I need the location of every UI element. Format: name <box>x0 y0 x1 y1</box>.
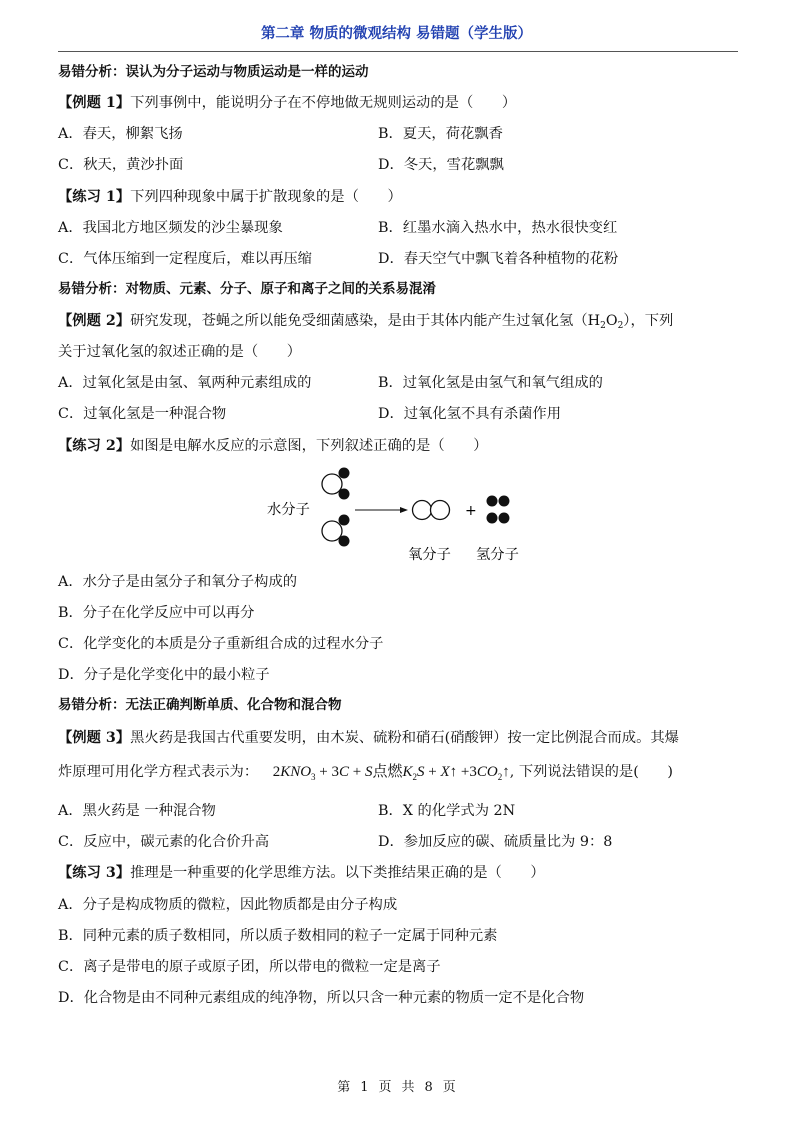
current-page-number: 1 <box>360 1080 369 1095</box>
section-2-title: 易错分析：对物质、元素、分子、原子和离子之间的关系易混淆 <box>58 281 436 297</box>
example-3-stem-line1 <box>58 731 679 745</box>
footer-ye-2: 页 <box>442 1080 456 1095</box>
example-2-option-a: A．过氧化氢是由氢、氧两种元素组成的 <box>58 375 312 391</box>
total-page-number: 8 <box>424 1080 433 1095</box>
o-subscript: 2 <box>617 321 624 331</box>
practice-2-option-d: D．分子是化学变化中的最小粒子 <box>58 667 270 683</box>
oxygen-molecule-label: 氧分子 <box>408 547 451 563</box>
plus-sign: + <box>465 503 477 519</box>
example-3-text: 黑火药是我国古代重要发明，由木炭、硫粉和硝石(硝酸钾）按一定比例混合而成。其爆 <box>130 730 679 746</box>
practice-3-option-b: B．同种元素的质子数相同，所以质子数相同的粒子一定属于同种元素 <box>58 928 498 944</box>
practice-1-question: 下列四种现象中属于扩散现象的是（ ） <box>130 189 402 205</box>
water-molecule-icon <box>322 515 350 547</box>
example-3-option-a: A．黑火药是 一种混合物 <box>58 803 216 819</box>
practice-2-option-a: A．水分子是由氢分子和氧分子构成的 <box>58 574 298 590</box>
page-footer <box>0 1076 793 1095</box>
footer-di: 第 <box>337 1080 351 1095</box>
example-1-stem <box>58 96 516 110</box>
example-3-tag: 【例题 3】 <box>58 730 131 746</box>
practice-2-option-c: C．化学变化的本质是分子重新组合成的过程水分子 <box>58 636 384 652</box>
example-2-tag: 【例题 2】 <box>58 313 131 329</box>
practice-1-stem <box>58 190 402 204</box>
practice-3-option-a: A．分子是构成物质的微粒，因此物质都是由分子构成 <box>58 897 398 913</box>
practice-1-option-a: A．我国北方地区频发的沙尘暴现象 <box>58 220 283 236</box>
example-1-question: 下列事例中，能说明分子在不停地做无规则运动的是（ ） <box>130 95 517 111</box>
practice-1-option-d: D．春天空气中飘飞着各种植物的花粉 <box>378 251 619 267</box>
section-1-title: 易错分析：误认为分子运动与物质运动是一样的运动 <box>58 64 369 80</box>
example-2-text-a: 研究发现，苍蝇之所以能免受细菌感染，是由于其体内能产生过氧化氢（H <box>130 313 601 329</box>
practice-3-question: 推理是一种重要的化学思维方法。以下类推结果正确的是（ ） <box>130 865 545 881</box>
example-1-option-b: B．夏天，荷花飘香 <box>378 126 503 142</box>
section-3-title: 易错分析：无法正确判断单质、化合物和混合物 <box>58 697 342 713</box>
example-1-option-a: A．春天，柳絮飞扬 <box>58 126 183 142</box>
example-3-equation-intro: 炸原理可用化学方程式表示为： <box>58 764 259 780</box>
example-1-option-c: C．秋天，黄沙扑面 <box>58 157 184 173</box>
header-divider <box>58 51 738 52</box>
example-2-text-b: ），下列 <box>623 313 674 329</box>
example-2-option-b: B．过氧化氢是由氢气和氧气组成的 <box>378 375 603 391</box>
hydrogen-molecule-label: 氢分子 <box>476 547 519 563</box>
practice-3-option-c: C．离子是带电的原子或原子团，所以带电的微粒一定是离子 <box>58 959 441 975</box>
water-molecule-icon <box>322 468 350 500</box>
example-1-tag: 【例题 1】 <box>58 95 131 111</box>
electrolysis-diagram <box>260 460 540 570</box>
example-3-option-d: D．参加反应的碳、硫质量比为 9：8 <box>378 834 613 850</box>
oxygen-molecule-icon <box>413 501 450 520</box>
example-2-option-c: C．过氧化氢是一种混合物 <box>58 406 227 422</box>
practice-2-question: 如图是电解水反应的示意图，下列叙述正确的是（ ） <box>130 438 488 454</box>
o-letter: O <box>605 313 618 329</box>
water-molecule-label: 水分子 <box>267 502 310 518</box>
practice-2-stem <box>58 439 488 453</box>
h-subscript: 2 <box>600 321 606 331</box>
example-3-option-b: B．X 的化学式为 2N <box>378 803 516 819</box>
practice-3-tag: 【练习 3】 <box>58 865 131 881</box>
practice-1-tag: 【练习 1】 <box>58 189 131 205</box>
example-3-question: , 下列说法错误的是( ) <box>509 764 673 780</box>
practice-3-stem <box>58 866 545 880</box>
chemical-equation: $2KNO_3 + 3C + S$点燃$K_2S$ + X↑ $+3CO_2↑$ <box>272 764 510 782</box>
example-3-option-c: C．反应中，碳元素的化合价升高 <box>58 834 270 850</box>
practice-1-option-c: C．气体压缩到一定程度后，难以再压缩 <box>58 251 312 267</box>
practice-2-tag: 【练习 2】 <box>58 438 131 454</box>
footer-ye: 页 <box>378 1080 392 1095</box>
example-2-stem-line2: 关于过氧化氢的叙述正确的是（ ） <box>58 344 302 360</box>
hydrogen-molecule-icon <box>487 496 510 524</box>
reaction-arrow-icon <box>355 507 408 513</box>
example-3-stem-line2 <box>58 765 673 782</box>
practice-2-option-b: B．分子在化学反应中可以再分 <box>58 605 255 621</box>
practice-3-option-d: D．化合物是由不同种元素组成的纯净物，所以只含一种元素的物质一定不是化合物 <box>58 990 585 1006</box>
page-title: 第二章 物质的微观结构 易错题（学生版） <box>260 26 533 42</box>
example-2-stem-line1 <box>58 314 673 331</box>
example-1-option-d: D．冬天，雪花飘飘 <box>378 157 504 173</box>
footer-gong: 共 <box>401 1080 415 1095</box>
example-2-option-d: D．过氧化氢不具有杀菌作用 <box>378 406 562 422</box>
practice-1-option-b: B．红墨水滴入热水中，热水很快变红 <box>378 220 618 236</box>
